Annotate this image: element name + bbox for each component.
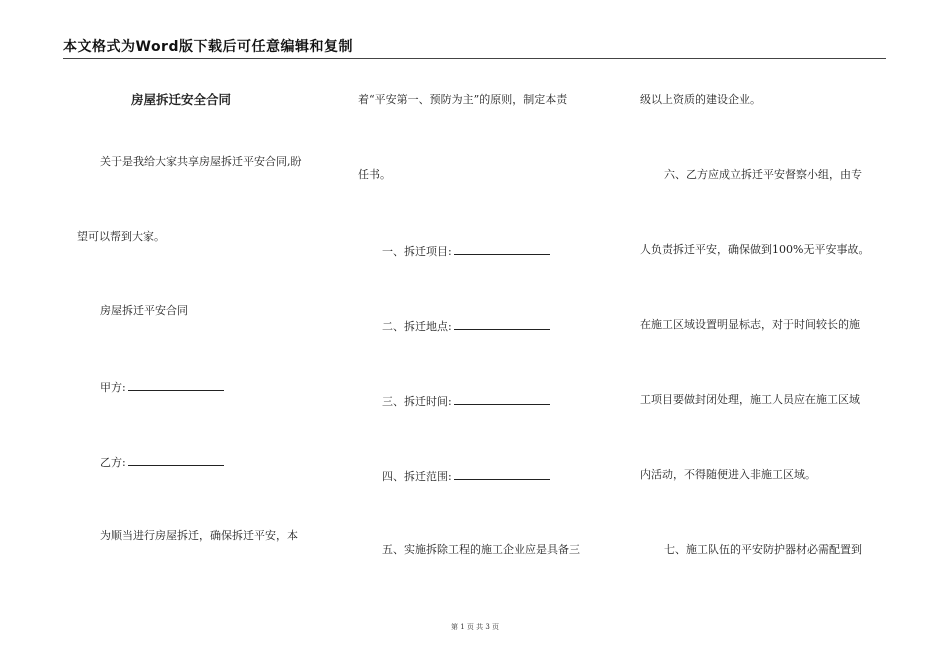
- col3-line-2: 六、乙方应成立拆迁平安督察小组，由专: [664, 168, 862, 181]
- item-2-label: 二、拆迁地点:: [382, 320, 452, 333]
- item-1-label: 一、拆迁项目:: [382, 245, 452, 258]
- col3-line-4: 在施工区域设置明显标志，对于时间较长的施: [640, 318, 860, 331]
- col3-line-6: 内活动，不得随便进入非施工区域。: [640, 468, 816, 481]
- document-header: [63, 36, 886, 59]
- header-title: 本文格式为Word版下载后可任意编辑和复制: [63, 39, 353, 55]
- intro-line-1: 关于是我给大家共享房屋拆迁平安合同,盼: [100, 155, 302, 168]
- party-b-blank: [128, 454, 224, 466]
- item-3-row: [382, 393, 550, 409]
- item-3-label: 三、拆迁时间:: [382, 395, 452, 408]
- paragraph-line-1: 为顺当进行房屋拆迁，确保拆迁平安，本: [100, 529, 298, 542]
- document-title: 房屋拆迁安全合同: [131, 92, 232, 107]
- item-4-label: 四、拆迁范围:: [382, 470, 452, 483]
- item-3-blank: [454, 393, 550, 405]
- col3-line-7: 七、施工队伍的平安防护器材必需配置到: [664, 543, 862, 556]
- col3-line-5: 工项目要做封闭处理，施工人员应在施工区域: [640, 393, 860, 406]
- col2-line-1: 着“平安第一、预防为主”的原则，制定本责: [358, 93, 568, 106]
- item-5-line-1: 五、实施拆除工程的施工企业应是具备三: [382, 543, 580, 556]
- item-2-row: [382, 318, 550, 334]
- item-1-row: [382, 243, 550, 259]
- party-a-blank: [128, 379, 224, 391]
- contract-subtitle: 房屋拆迁平安合同: [100, 304, 188, 317]
- party-a-row: [100, 379, 224, 395]
- col2-line-2: 任书。: [358, 168, 391, 181]
- party-b-row: [100, 454, 224, 470]
- intro-line-2: 望可以帮到大家。: [77, 230, 165, 243]
- col3-line-3: 人负责拆迁平安，确保做到100%无平安事故。: [640, 243, 870, 256]
- party-b-label: 乙方:: [100, 456, 126, 469]
- item-2-blank: [454, 318, 550, 330]
- party-a-label: 甲方:: [100, 381, 126, 394]
- item-4-row: [382, 468, 550, 484]
- item-1-blank: [454, 243, 550, 255]
- col3-line-1: 级以上资质的建设企业。: [640, 93, 761, 106]
- page-number: 第 1 页 共 3 页: [450, 623, 500, 631]
- item-4-blank: [454, 468, 550, 480]
